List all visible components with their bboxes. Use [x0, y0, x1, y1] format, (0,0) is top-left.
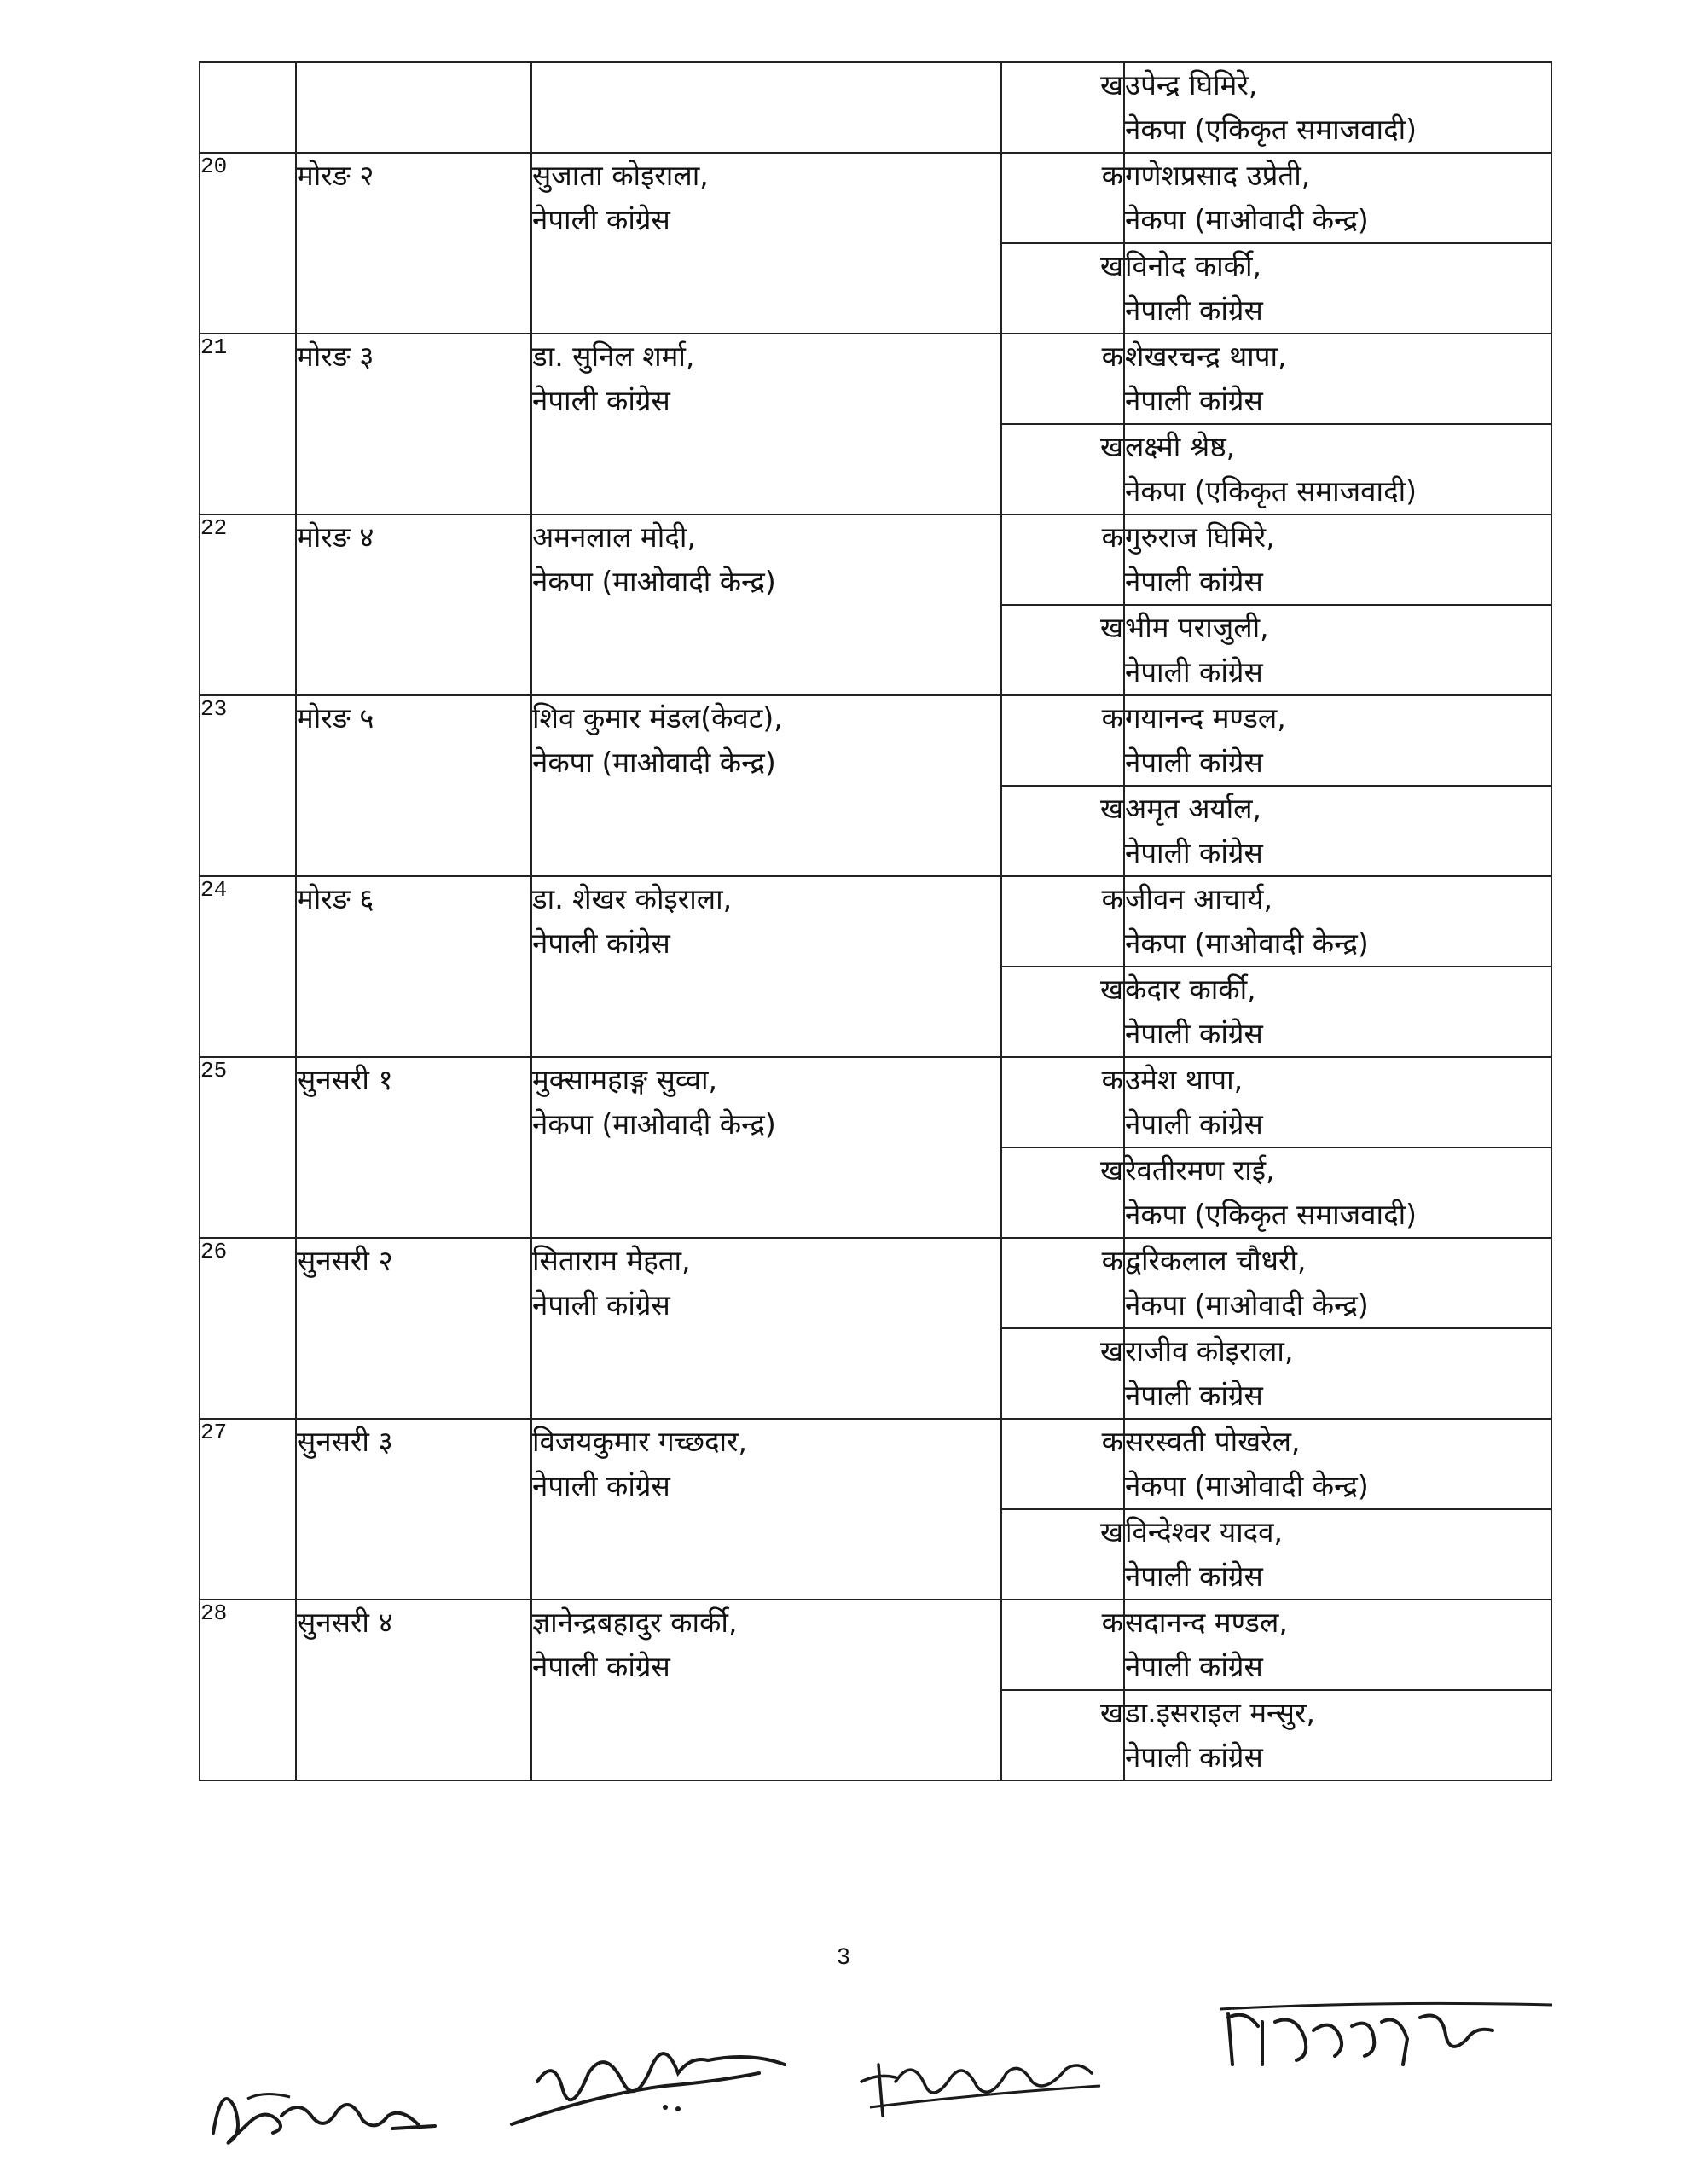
table-row [200, 1238, 1551, 1328]
serial-number: 27 [200, 1419, 296, 1600]
winner-party: नेपाली कांग्रेस [532, 1469, 670, 1502]
winner-name: शिव कुमार मंडल(केवट), [532, 701, 783, 735]
candidate-cell [1124, 1419, 1551, 1509]
candidate-label: ख [1001, 1147, 1124, 1238]
candidate-cell [1124, 695, 1551, 786]
table-row [200, 1600, 1551, 1690]
serial-number: 25 [200, 1057, 296, 1238]
candidate-cell [1124, 1057, 1551, 1147]
winner-name: ज्ञानेन्द्रबहादुर कार्की, [532, 1606, 738, 1639]
serial-number: 23 [200, 695, 296, 876]
candidate-party: नेपाली कांग्रेस [1125, 1740, 1263, 1774]
candidate-label: ख [1001, 1509, 1124, 1600]
table-row [200, 1419, 1551, 1509]
candidate-label: ख [1001, 243, 1124, 334]
winner-cell [531, 1600, 1001, 1780]
serial-number: 24 [200, 876, 296, 1057]
serial-number: 28 [200, 1600, 296, 1780]
candidate-party: नेकपा (एकिकृत समाजवादी) [1125, 474, 1417, 508]
candidate-label: क [1001, 514, 1124, 605]
winner-name: सुजाता कोइराला, [532, 159, 709, 192]
candidate-label: क [1001, 153, 1124, 243]
winner-party: नेकपा (माओवादी केन्द्र) [532, 1107, 776, 1141]
candidate-cell [1124, 334, 1551, 424]
candidate-party: नेकपा (माओवादी केन्द्र) [1125, 1469, 1369, 1502]
candidate-cell [1124, 1238, 1551, 1328]
winner-cell [531, 1057, 1001, 1238]
candidate-cell [1124, 62, 1551, 153]
candidate-label: क [1001, 1057, 1124, 1147]
candidate-name: उमेश थापा, [1125, 1063, 1244, 1096]
table-row [200, 876, 1551, 967]
serial-number: 26 [200, 1238, 296, 1419]
district: मोरङ २ [296, 153, 531, 334]
table-row [200, 1057, 1551, 1147]
candidate-label: क [1001, 695, 1124, 786]
district: मोरङ ४ [296, 514, 531, 695]
table-row [200, 62, 1551, 153]
candidate-cell [1124, 514, 1551, 605]
winner-party: नेपाली कांग्रेस [532, 384, 670, 417]
district: सुनसरी ४ [296, 1600, 531, 1780]
winner-cell [531, 153, 1001, 334]
serial-number: 20 [200, 153, 296, 334]
signature-3-icon [844, 2022, 1117, 2133]
candidate-label: क [1001, 1600, 1124, 1690]
candidate-name: जीवन आचार्य, [1125, 882, 1273, 915]
candidate-party: नेपाली कांग्रेस [1125, 836, 1263, 869]
candidate-party: नेपाली कांग्रेस [1125, 1017, 1263, 1050]
candidate-name: गुरुराज घिमिरे, [1125, 520, 1275, 554]
candidate-party: नेकपा (एकिकृत समाजवादी) [1125, 113, 1417, 146]
winner-name: डा. सुनिल शर्मा, [532, 340, 695, 373]
district: सुनसरी ३ [296, 1419, 531, 1600]
district: सुनसरी १ [296, 1057, 531, 1238]
candidate-name: सरस्वती पोखरेल, [1125, 1425, 1301, 1458]
candidate-name: भीम पराजुली, [1125, 611, 1269, 644]
serial-number: 22 [200, 514, 296, 695]
winner-name: सिताराम मेहता, [532, 1244, 691, 1277]
candidate-name: डा.इसराइल मन्सुर, [1125, 1696, 1315, 1729]
winner-name: विजयकुमार गच्छदार, [532, 1425, 748, 1458]
serial-number: 21 [200, 334, 296, 514]
candidate-cell [1124, 1328, 1551, 1419]
winner-name: डा. शेखर कोइराला, [532, 882, 733, 915]
candidate-label: ख [1001, 786, 1124, 876]
candidate-name: गणेशप्रसाद उप्रेती, [1125, 159, 1311, 192]
signatures [171, 1988, 1586, 2158]
candidate-label: ख [1001, 62, 1124, 153]
candidate-party: नेपाली कांग्रेस [1125, 1560, 1263, 1593]
signature-4-icon [1211, 1988, 1569, 2107]
candidate-name: रेवतीरमण राई, [1125, 1153, 1275, 1187]
candidate-cell [1124, 153, 1551, 243]
candidate-name: राजीव कोइराला, [1125, 1334, 1294, 1368]
district-cell [296, 62, 531, 153]
winner-cell [531, 334, 1001, 514]
candidate-name: विन्देश्वर यादव, [1125, 1515, 1284, 1548]
candidate-cell [1124, 1147, 1551, 1238]
candidate-cell [1124, 786, 1551, 876]
candidate-name: द्वरिकलाल चौधरी, [1125, 1244, 1307, 1277]
table-row [200, 514, 1551, 605]
district: मोरङ ३ [296, 334, 531, 514]
district: मोरङ ५ [296, 695, 531, 876]
table-row [200, 153, 1551, 243]
winner-party: नेपाली कांग्रेस [532, 203, 670, 236]
winner-party: नेपाली कांग्रेस [532, 1650, 670, 1683]
winner-cell [531, 514, 1001, 695]
candidate-cell [1124, 1690, 1551, 1780]
candidate-label: क [1001, 1419, 1124, 1509]
candidate-cell [1124, 967, 1551, 1057]
candidate-party: नेपाली कांग्रेस [1125, 655, 1263, 688]
winner-cell [531, 1238, 1001, 1419]
candidate-party: नेपाली कांग्रेस [1125, 1650, 1263, 1683]
candidate-cell [1124, 605, 1551, 695]
winner-cell [531, 62, 1001, 153]
candidate-label: ख [1001, 1328, 1124, 1419]
winner-name: अमनलाल मोदी, [532, 520, 696, 554]
candidate-label: ख [1001, 605, 1124, 695]
candidate-name: अमृत अर्याल, [1125, 792, 1262, 825]
candidate-label: क [1001, 1238, 1124, 1328]
candidate-label: क [1001, 876, 1124, 967]
candidate-name: लक्ष्मी श्रेष्ठ, [1125, 430, 1236, 463]
winner-party: नेपाली कांग्रेस [532, 926, 670, 960]
signature-1-icon [196, 2048, 452, 2158]
candidate-name: उपेन्द्र घिमिरे, [1125, 68, 1258, 102]
candidate-cell [1124, 1600, 1551, 1690]
candidate-cell [1124, 424, 1551, 514]
candidate-name: केदार कार्की, [1125, 973, 1256, 1006]
page-number: 3 [837, 1943, 850, 1969]
candidate-label: ख [1001, 424, 1124, 514]
candidate-party: नेपाली कांग्रेस [1125, 565, 1263, 598]
candidate-name: सदानन्द मण्डल, [1125, 1606, 1288, 1639]
candidate-party: नेपाली कांग्रेस [1125, 746, 1263, 779]
candidate-party: नेपाली कांग्रेस [1125, 384, 1263, 417]
candidate-party: नेकपा (माओवादी केन्द्र) [1125, 203, 1369, 236]
candidate-party: नेपाली कांग्रेस [1125, 293, 1263, 327]
winner-party: नेकपा (माओवादी केन्द्र) [532, 565, 776, 598]
table-row [200, 695, 1551, 786]
winner-cell [531, 695, 1001, 876]
candidate-name: शेखरचन्द्र थापा, [1125, 340, 1287, 373]
winner-party: नेपाली कांग्रेस [532, 1288, 670, 1321]
candidate-party: नेपाली कांग्रेस [1125, 1107, 1263, 1141]
district: मोरङ ६ [296, 876, 531, 1057]
candidate-cell [1124, 1509, 1551, 1600]
candidate-party: नेकपा (एकिकृत समाजवादी) [1125, 1198, 1417, 1231]
candidate-name: विनोद कार्की, [1125, 249, 1262, 282]
candidate-party: नेकपा (माओवादी केन्द्र) [1125, 1288, 1369, 1321]
winner-party: नेकपा (माओवादी केन्द्र) [532, 746, 776, 779]
candidate-cell [1124, 876, 1551, 967]
winner-name: मुक्सामहाङ्ग सुव्वा, [532, 1063, 718, 1096]
candidate-label: क [1001, 334, 1124, 424]
winner-cell [531, 876, 1001, 1057]
candidate-name: गयानन्द मण्डल, [1125, 701, 1286, 735]
district: सुनसरी २ [296, 1238, 531, 1419]
candidate-label: ख [1001, 1690, 1124, 1780]
candidate-cell [1124, 243, 1551, 334]
table-row [200, 334, 1551, 424]
candidate-party: नेपाली कांग्रेस [1125, 1379, 1263, 1412]
candidate-label: ख [1001, 967, 1124, 1057]
serial-cell [200, 62, 296, 153]
candidate-party: नेकपा (माओवादी केन्द्र) [1125, 926, 1369, 960]
winner-cell [531, 1419, 1001, 1600]
signature-2-icon [495, 2013, 802, 2141]
results-table [199, 61, 1552, 1781]
